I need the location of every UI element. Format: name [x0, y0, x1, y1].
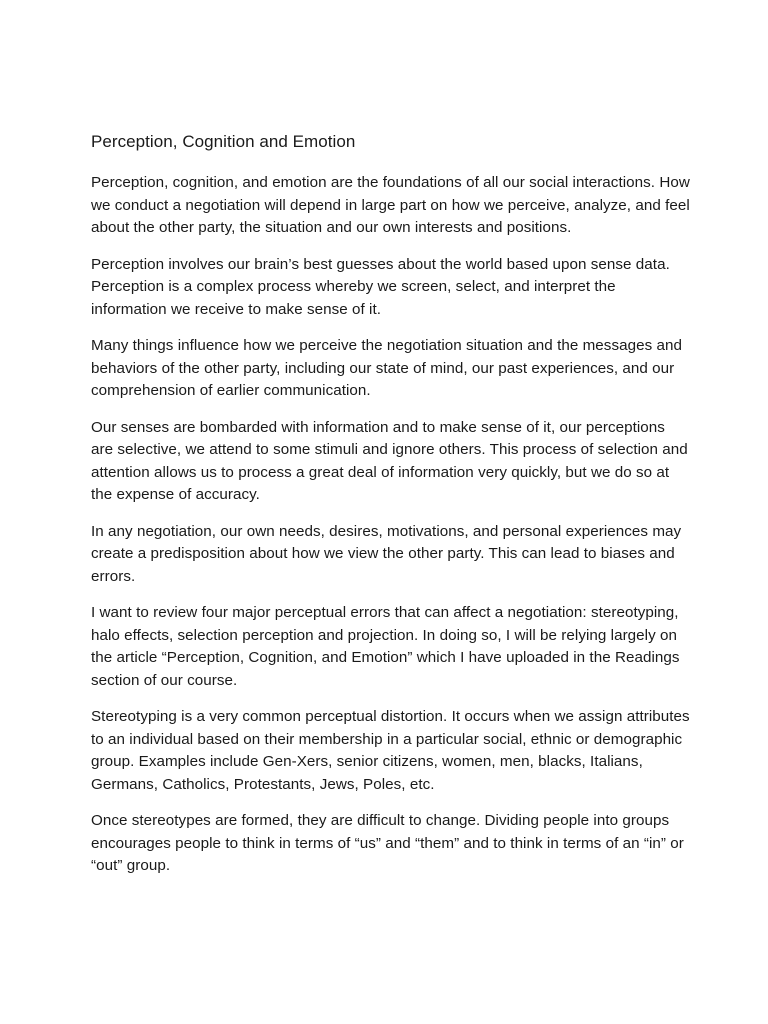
document-title: Perception, Cognition and Emotion — [91, 132, 356, 151]
paragraph-4: Our senses are bombarded with information and to make sense of it, our perceptions are selective, we attend to some stimuli and ignore others. This process of selection and attention allows us to process a great deal of information very quickly, but we do so at the expense of accuracy. — [91, 418, 688, 503]
paragraph-6: I want to review four major perceptual errors that can affect a negotiation: stereotyping, halo effects, selection perception and projection. In doing so, I will be relying largely on the article “Perception, Cognition, and Emotion” which I have uploaded in the Readings section of our course. — [91, 604, 680, 689]
paragraph-2: Perception involves our brain’s best guesses about the world based upon sense data. Perception is a complex process whereby we screen, select, and interpret the information we receive to make sense of it. — [91, 255, 670, 318]
document-page — [91, 128, 691, 892]
paragraph-1: Perception, cognition, and emotion are the foundations of all our social interactions. How we conduct a negotiation will depend in large part on how we perceive, analyze, and feel about the other party, the situation and our own interests and positions. — [91, 174, 690, 236]
paragraph-5: In any negotiation, our own needs, desires, motivations, and personal experiences may create a predisposition about how we view the other party. This can lead to biases and errors. — [91, 522, 682, 585]
paragraph-3: Many things influence how we perceive the negotiation situation and the messages and behaviors of the other party, including our state of mind, our past experiences, and our comprehension of earlier communication. — [91, 337, 682, 399]
paragraph-8: Once stereotypes are formed, they are difficult to change. Dividing people into groups encourages people to think in terms of “us” and “them” and to think in terms of an “in” or “out” group. — [91, 812, 684, 874]
paragraph-7: Stereotyping is a very common perceptual distortion. It occurs when we assign attributes to an individual based on their membership in a particular social, ethnic or demographic group. Examples include Gen-Xers, senior citizens, women, men, blacks, Italians, Germans, Catholics, Protestants, Jews, Poles, etc. — [91, 708, 690, 793]
